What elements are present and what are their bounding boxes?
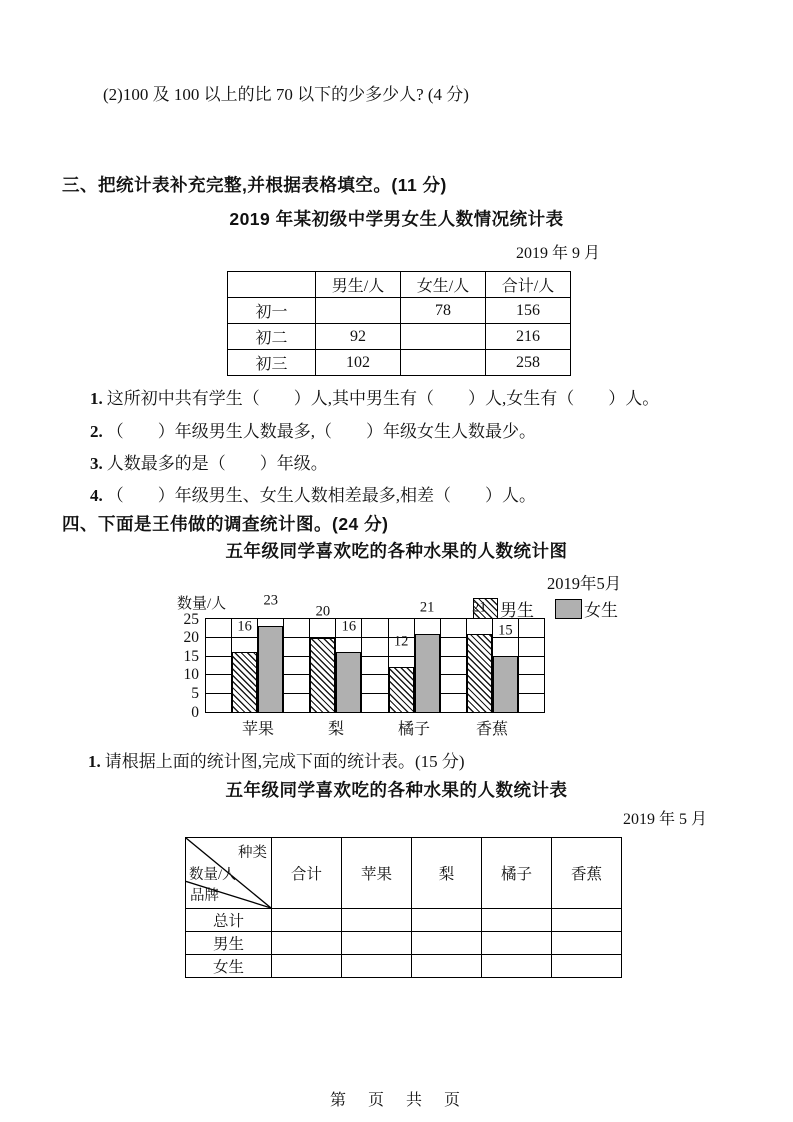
fruits-table-row	[186, 932, 622, 955]
fruits-column-header: 橘子	[482, 838, 552, 909]
bar-value-label: 21	[472, 599, 487, 616]
chart-column	[389, 619, 415, 712]
fruits-row-label: 总计	[186, 909, 272, 932]
grade-row-label: 初二	[228, 324, 316, 350]
table-row	[228, 298, 571, 324]
bar-value-label: 20	[315, 603, 331, 620]
chart-date: 2019年5月	[547, 574, 622, 593]
fruits-question-text: 请根据上面的统计图,完成下面的统计表。(15 分)	[104, 752, 465, 771]
chart-column	[336, 619, 362, 712]
table-row	[228, 350, 571, 376]
fruits-table-date: 2019 年 5 月	[623, 811, 708, 828]
fruits-column-header: 合计	[272, 838, 342, 909]
chart-column-empty	[441, 619, 467, 712]
bar-value-label: 23	[263, 592, 278, 609]
question-item	[90, 449, 328, 474]
grade-cell	[316, 298, 401, 324]
grade-cell: 156	[486, 298, 571, 324]
fruits-table	[185, 837, 622, 978]
fruits-row-label: 男生	[186, 932, 272, 955]
y-axis-label: 数量/人	[177, 596, 227, 612]
corner-label-brand: 品牌	[190, 888, 219, 904]
bar-男生-橘子	[389, 667, 414, 712]
grades-table	[227, 271, 571, 376]
fruits-empty-cell	[342, 955, 412, 978]
fruits-empty-cell	[272, 955, 342, 978]
fruits-table-header-row	[186, 838, 622, 909]
grades-header-female: 女生/人	[401, 272, 486, 298]
chart-column-empty	[284, 619, 310, 712]
fruits-table-body	[186, 909, 622, 978]
fruits-empty-cell	[482, 932, 552, 955]
page-footer: 第 页 共 页	[329, 1092, 463, 1109]
grade-row-label: 初三	[228, 350, 316, 376]
legend-male-label: 男生	[500, 601, 534, 620]
chart-column	[310, 603, 336, 712]
legend-female-label: 女生	[584, 601, 618, 620]
bar-男生-苹果	[232, 652, 257, 712]
fruits-row-label: 女生	[186, 955, 272, 978]
y-tick: 5	[191, 684, 199, 702]
fruits-empty-cell	[272, 909, 342, 932]
bar-value-label: 15	[498, 621, 513, 638]
question-text: （ ）年级男生人数最多,（ ）年级女生人数最少。	[106, 422, 536, 441]
section-3-heading: 三、把统计表补充完整,并根据表格填空。(11 分)	[62, 175, 447, 195]
grade-cell: 78	[401, 298, 486, 324]
fruits-question-number: 1.	[88, 752, 101, 771]
fruits-empty-cell	[482, 955, 552, 978]
grades-table-body	[228, 298, 571, 376]
fruits-table-row	[186, 909, 622, 932]
y-tick: 0	[191, 703, 199, 721]
grade-cell: 258	[486, 350, 571, 376]
fruits-empty-cell	[552, 932, 622, 955]
y-tick: 10	[183, 666, 199, 684]
fruits-empty-cell	[552, 955, 622, 978]
grades-header-total: 合计/人	[486, 272, 571, 298]
chart-title: 五年级同学喜欢吃的各种水果的人数统计图	[225, 541, 568, 561]
fruits-empty-cell	[412, 932, 482, 955]
chart-column-empty	[519, 619, 544, 712]
fruits-empty-cell	[342, 909, 412, 932]
fruits-empty-cell	[412, 955, 482, 978]
grades-table-title: 2019 年某初级中学男女生人数情况统计表	[229, 209, 564, 229]
grade-cell	[401, 324, 486, 350]
question-text: 人数最多的是（ ）年级。	[106, 454, 328, 473]
x-category-label: 苹果	[241, 721, 275, 738]
fruits-column-header: 香蕉	[552, 838, 622, 909]
fruits-empty-cell	[412, 909, 482, 932]
question-number: 3.	[90, 454, 103, 473]
bar-value-label: 12	[393, 633, 409, 650]
corner-label-kind: 种类	[238, 845, 267, 861]
bar-value-label: 16	[237, 618, 252, 635]
fruits-empty-cell	[272, 932, 342, 955]
bar-女生-梨	[336, 652, 361, 712]
fruits-table-row	[186, 955, 622, 978]
chart-column-empty	[206, 619, 232, 712]
bar-value-label: 21	[419, 599, 435, 616]
chart-column	[493, 619, 519, 712]
grades-table-header-row	[228, 272, 571, 298]
female-gray-swatch-icon	[555, 599, 582, 619]
section-4-heading: 四、下面是王伟做的调查统计图。(24 分)	[62, 514, 389, 534]
chart-column	[415, 599, 441, 712]
fruits-empty-cell	[482, 909, 552, 932]
chart-column-empty	[362, 619, 388, 712]
y-tick: 25	[183, 610, 199, 628]
chart-column	[232, 619, 258, 712]
top-question: (2)100 及 100 以上的比 70 以下的少多少人? (4 分)	[103, 85, 469, 104]
question-item	[90, 417, 536, 442]
question-number: 4.	[90, 486, 103, 505]
chart-column	[258, 592, 284, 712]
x-category-label: 橘子	[397, 721, 431, 738]
y-tick: 20	[183, 628, 199, 646]
bar-女生-香蕉	[493, 656, 518, 712]
fruits-question-intro	[88, 747, 465, 772]
fruits-column-header: 苹果	[342, 838, 412, 909]
fruits-empty-cell	[342, 932, 412, 955]
question-item	[90, 384, 659, 409]
grade-cell: 216	[486, 324, 571, 350]
bar-男生-梨	[310, 638, 335, 712]
chart-column	[467, 599, 493, 712]
legend-female	[555, 596, 618, 621]
fruits-column-header: 梨	[412, 838, 482, 909]
grade-row-label: 初一	[228, 298, 316, 324]
grades-table-date: 2019 年 9 月	[516, 245, 601, 262]
question-item	[90, 481, 536, 506]
y-tick: 15	[183, 647, 199, 665]
grade-cell: 102	[316, 350, 401, 376]
x-category-label: 梨	[327, 721, 345, 738]
question-number: 1.	[90, 389, 103, 408]
corner-label-quantity: 数量/人	[189, 867, 237, 883]
table-row	[228, 324, 571, 350]
fruits-table-title: 五年级同学喜欢吃的各种水果的人数统计表	[225, 780, 568, 800]
grades-header-male: 男生/人	[316, 272, 401, 298]
grades-header-blank	[228, 272, 316, 298]
fruits-table-corner	[186, 838, 272, 909]
fruits-empty-cell	[552, 909, 622, 932]
grade-cell: 92	[316, 324, 401, 350]
bar-男生-香蕉	[467, 634, 492, 712]
question-text: （ ）年级男生、女生人数相差最多,相差（ ）人。	[106, 486, 536, 505]
bar-女生-苹果	[258, 626, 283, 712]
question-text: 这所初中共有学生（ ）人,其中男生有（ ）人,女生有（ ）人。	[106, 389, 660, 408]
x-category-label: 香蕉	[475, 721, 509, 738]
question-number: 2.	[90, 422, 103, 441]
grade-cell	[401, 350, 486, 376]
bar-女生-橘子	[415, 634, 440, 712]
bar-value-label: 16	[341, 618, 357, 635]
